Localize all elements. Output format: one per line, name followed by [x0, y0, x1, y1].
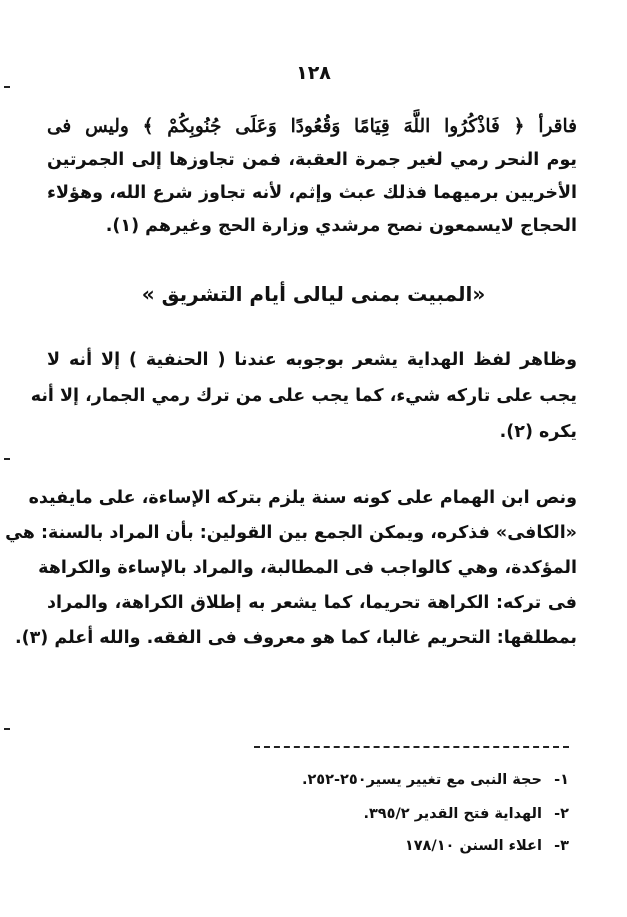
paragraph-2-line-1: وظاهر لفظ الهداية يشعر بوجوبه عندنا ( الحنفية ) إلا أنه لا	[47, 350, 577, 370]
section-heading: «المبيت بمنى ليالى أيام التشريق »	[141, 282, 486, 306]
paragraph-3-line-4: فى تركه: الكراهة تحريما، كما يشعر به إطلاق الكراهة، والمراد	[47, 593, 577, 613]
scan-mark	[4, 728, 10, 730]
scan-mark	[4, 458, 10, 460]
paragraph-1-line-3: الأخريين برميهما فذلك عبث وإثم، لأنه تجاوز شرع الله، وهؤلاء	[47, 183, 577, 203]
paragraph-3-line-1: ونص ابن الهمام على كونه سنة يلزم بتركه الإساءة، على مايفيده	[28, 488, 577, 508]
page-number: ١٢٨	[296, 62, 331, 84]
footnote-separator	[254, 746, 569, 748]
paragraph-1-line-4: الحجاج لايسمعون نصح مرشدي وزارة الحج وغيرهم (١).	[105, 216, 577, 236]
paragraph-3-line-3: المؤكدة، وهي كالواجب فى المطالبة، والمراد بالإساءة والكراهة	[38, 558, 577, 578]
scan-mark	[4, 86, 10, 88]
footnote-2	[363, 806, 569, 822]
footnote-1	[302, 772, 569, 788]
footnote-1-number: ١-	[554, 772, 569, 788]
paragraph-2-line-3: يكره (٢).	[499, 422, 577, 442]
paragraph-3-line-2: «الكافى» فذكره، ويمكن الجمع بين القولين: بأن المراد بالسنة: هي	[5, 523, 577, 543]
paragraph-3-line-5: بمطلقها: التحريم غالبا، كما هو معروف فى الفقه. والله أعلم (٣).	[14, 628, 577, 648]
footnote-2-number: ٢-	[554, 806, 569, 822]
paragraph-1-line-1: فاقرأ ﴿ فَاذْكُرُوا اللَّهَ قِيَامًا وَقُعُودًا وَعَلَى جُنُوبِكُمْ ﴾ وليس فى	[47, 116, 577, 137]
footnote-3	[405, 838, 569, 854]
paragraph-1-line-2: يوم النحر رمي لغير جمرة العقبة، فمن تجاوزها إلى الجمرتين	[47, 150, 577, 170]
footnote-3-text: اعلاء السنن ١٧٨/١٠	[404, 838, 542, 854]
footnote-1-text: حجة النبى مع تغيير يسير٢٥٠-٢٥٢.	[301, 772, 542, 788]
footnote-3-number: ٣-	[554, 838, 569, 854]
footnote-2-text: الهداية فتح القدير ٣٩٥/٢.	[363, 806, 542, 822]
paragraph-2-line-2: يجب على تاركه شيء، كما يجب على من ترك رمي الجمار، إلا أنه	[30, 386, 577, 406]
